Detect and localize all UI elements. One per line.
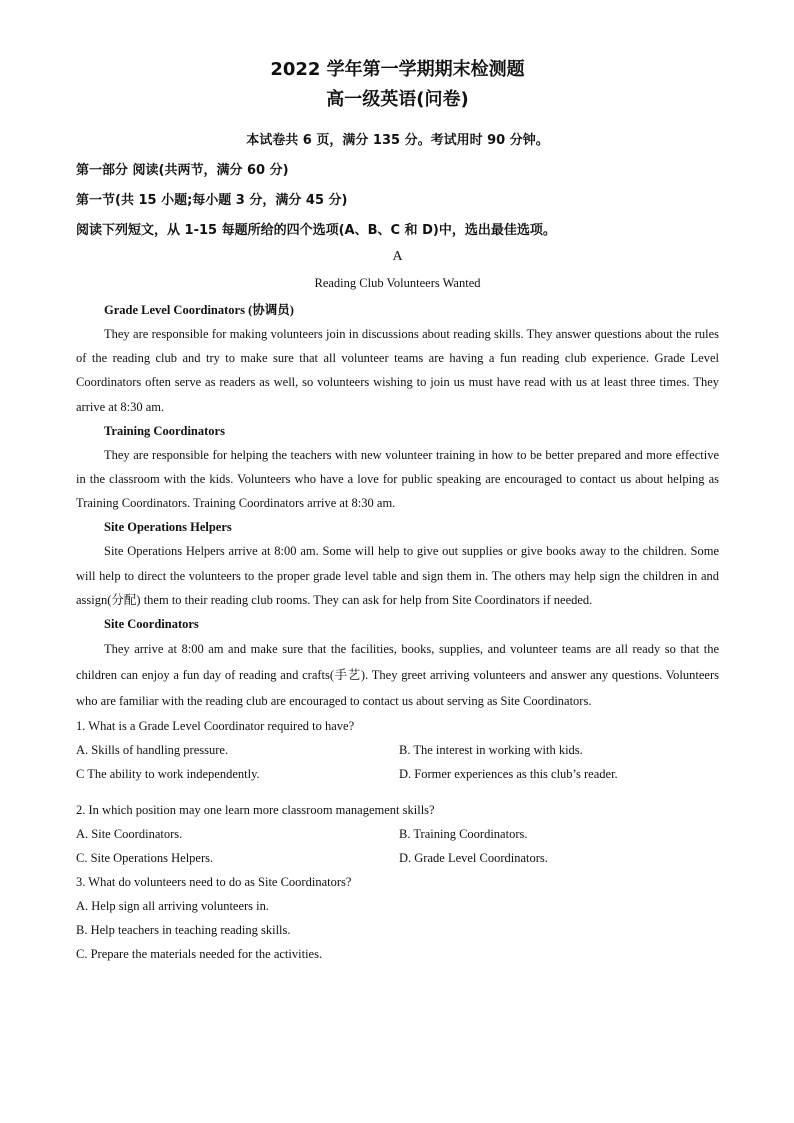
section-heading: 第一节(共 15 小题;每小题 3 分，满分 45 分): [76, 193, 348, 208]
option-row: [76, 762, 719, 786]
question-stem-3: 3. What do volunteers need to do as Site Coordinators?: [76, 875, 352, 890]
section-text-training: They are responsible for helping the teachers with new volunteer training in how to be better prepared and more effective in the classroom with the kids. Volunteers who have a love for public speaking are encouraged to contact us about helping as Training Coordinators. Training Coordinators arrive at 8:30 am.: [76, 447, 719, 511]
section-heading-training: Training Coordinators: [104, 423, 225, 438]
passage-title: Reading Club Volunteers Wanted: [314, 276, 481, 290]
option-row: [76, 846, 719, 870]
question-stem-2: 2. In which position may one learn more classroom management skills?: [76, 803, 435, 818]
option-1a[interactable]: A. Skills of handling pressure.: [76, 743, 229, 758]
part-heading: 第一部分 阅读(共两节，满分 60 分): [76, 163, 289, 178]
option-row: [76, 822, 719, 846]
option-2b[interactable]: B. Training Coordinators.: [399, 827, 528, 842]
option-2c[interactable]: C. Site Operations Helpers.: [76, 851, 214, 866]
option-2a[interactable]: A. Site Coordinators.: [76, 827, 183, 842]
passage-letter: A: [392, 249, 403, 264]
section-text-site-operations: Site Operations Helpers arrive at 8:00 am. Some will help to give out supplies or give books away to the children. Some will help to direct the volunteers to the proper grade level table and sign them in. The others may help sign the children in and assign(分配) them to their reading club rooms. They can ask for help from Site Coordinators if needed.: [76, 544, 719, 607]
section-text-site-coordinators: They arrive at 8:00 am and make sure that the facilities, books, supplies, and volunteer teams are all ready so that the children can enjoy a fun day of reading and crafts(手艺). They greet arriving volunteers and answer any questions. Volunteers who are familiar with the reading club are encouraged to contact us about serving as Site Coordinators.: [76, 642, 719, 709]
option-row: [76, 738, 719, 762]
option-2d[interactable]: D. Grade Level Coordinators.: [399, 851, 548, 866]
option-3a[interactable]: A. Help sign all arriving volunteers in.: [76, 899, 270, 914]
option-1b[interactable]: B. The interest in working with kids.: [399, 743, 583, 758]
exam-page: [76, 58, 719, 966]
option-1d[interactable]: D. Former experiences as this club’s reader.: [399, 767, 618, 782]
exam-title: 2022 学年第一学期期末检测题: [270, 59, 525, 80]
option-1c[interactable]: C The ability to work independently.: [76, 767, 260, 782]
spacer: [76, 786, 719, 798]
exam-info: 本试卷共 6 页，满分 135 分。考试用时 90 分钟。: [246, 133, 549, 148]
question-stem-1: 1. What is a Grade Level Coordinator required to have?: [76, 719, 355, 734]
section-heading-grade-level: Grade Level Coordinators (协调员): [104, 303, 294, 317]
section-heading-site-coordinators: Site Coordinators: [104, 617, 199, 632]
option-3c[interactable]: C. Prepare the materials needed for the activities.: [76, 947, 323, 962]
section-heading-site-operations: Site Operations Helpers: [104, 520, 232, 535]
section-text-grade-level: They are responsible for making volunteers join in discussions about reading skills. They answer questions about the rules of the reading club and try to make sure that all volunteer teams are having a fun reading club experience. Grade Level Coordinators often serve as readers as well, so volunteers wishing to join us must have read with us at least three times. They arrive at 8:30 am.: [76, 327, 719, 414]
instructions: 阅读下列短文，从 1-15 每题所给的四个选项(A、B、C 和 D)中，选出最佳选项。: [76, 223, 556, 238]
exam-subtitle: 高一级英语(问卷): [326, 89, 469, 110]
option-3b[interactable]: B. Help teachers in teaching reading skills.: [76, 923, 291, 938]
